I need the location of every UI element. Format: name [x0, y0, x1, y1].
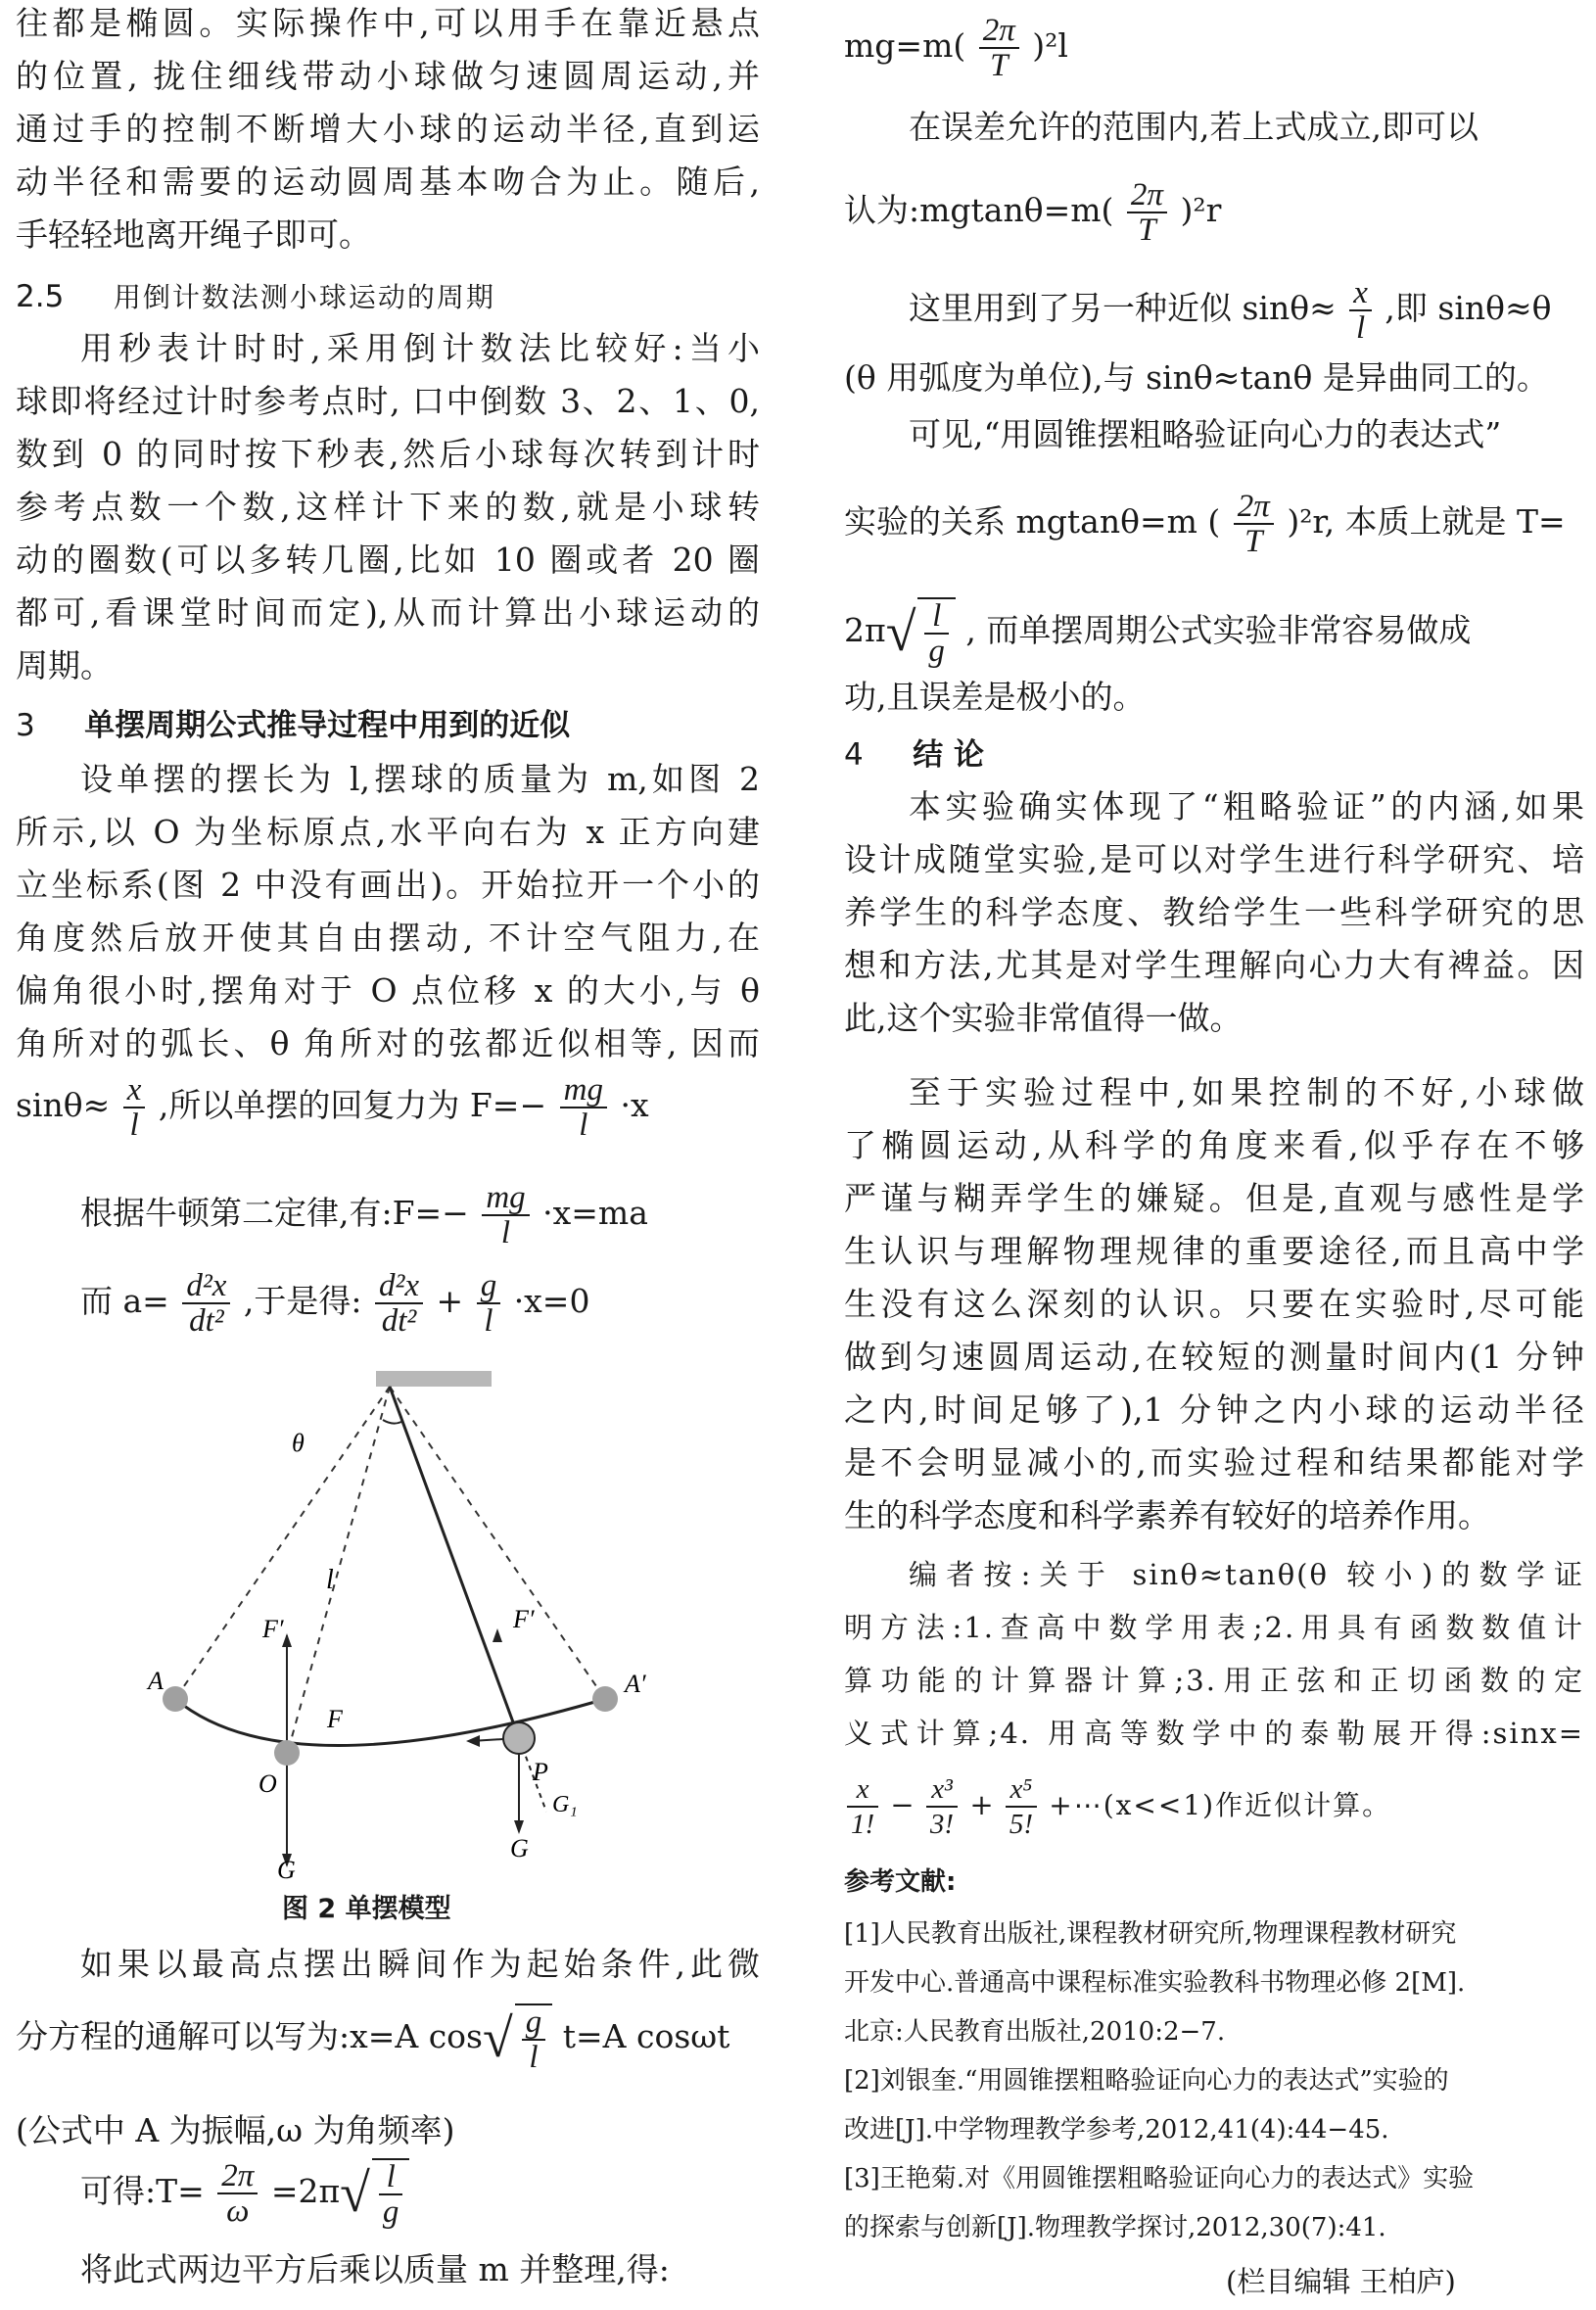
paragraph-line: 手轻轻地离开绳子即可。	[16, 215, 371, 254]
equation-mgtan: 认为:mgtanθ=m( $\frac{2\pi}{T}$ )²r	[844, 177, 1222, 248]
references-title: 参考文献:	[844, 1867, 957, 1897]
paragraph-line: 周期。	[16, 646, 113, 684]
paragraph-line: 之内,时间足够了),1 分钟之内小球的运动半径	[844, 1391, 1584, 1429]
fraction: $\frac{\text{d²x}}{\text{dt²}}$	[182, 1269, 230, 1338]
paragraph-line: 在误差允许的范围内,若上式成立,即可以	[909, 108, 1479, 146]
fraction: $\frac{2\pi}{T}$	[979, 14, 1019, 82]
editor-note-line: 义式计算;4. 用高等数学中的泰勒展开得:sinx=	[844, 1717, 1584, 1750]
reference-item: [3]王艳菊.对《用圆锥摆粗略验证向心力的表达式》实验	[844, 2164, 1475, 2193]
paragraph-line: 偏角很小时,摆角对于 O 点位移 x 的大小,与 θ	[16, 971, 760, 1010]
ball-position-o	[274, 1740, 300, 1766]
paragraph-line: 角度然后放开使其自由摆动, 不计空气阻力,在	[16, 919, 760, 957]
taylor-series: $\frac{x}{1!}$ − $\frac{\text{x³}}{3!}$ + $\frac{\text{x⁵}}{5!}$ +⋯(x<<1)作近似计算。	[844, 1772, 1391, 1841]
fraction: $\frac{l}{g}$	[924, 599, 949, 668]
dashed-string-right	[390, 1387, 605, 1699]
fraction: $\frac{g}{l}$	[477, 1269, 501, 1338]
sqrt-icon: √	[885, 602, 916, 663]
paragraph-line: 此,这个实验非常值得一做。	[844, 999, 1243, 1037]
paragraph-line: 做到匀速圆周运动,在较短的测量时间内(1 分钟	[844, 1338, 1584, 1376]
label-g-right: G	[510, 1834, 529, 1862]
fraction: $\frac{mg}{l}$	[482, 1181, 529, 1249]
section-heading-3	[16, 705, 570, 745]
equation-relation: 实验的关系 mgtanθ=m ( $\frac{2\pi}{T}$ )²r, 本质上就是 T=	[844, 489, 1566, 559]
reference-item: 开发中心.普通高中课程标准实验教科书物理必修 2[M].	[844, 1968, 1466, 1998]
ball-position-a-prime	[592, 1686, 618, 1712]
section-title: 用倒计数法测小球运动的周期	[113, 281, 495, 313]
label-a: A	[148, 1667, 164, 1695]
equation-pendulum-period: 2π√ $\frac{l}{g}$ , 而单摆周期公式实验非常容易做成	[844, 598, 1472, 669]
label-f: F	[327, 1705, 343, 1733]
paragraph-line: 动的圈数(可以多转几圈,比如 10 圈或者 20 圈	[16, 541, 760, 579]
reference-item: 改进[J].中学物理教学参考,2012,41(4):44−45.	[844, 2115, 1389, 2145]
pendulum-diagram	[148, 1361, 691, 1884]
fraction: $\frac{mg}{l}$	[560, 1073, 607, 1142]
equation-period: 可得:T= $\frac{2\pi}{\omega}$ =2π√ $\frac{l}{g}$	[80, 2158, 409, 2229]
editor-note-line: 明方法:1.查高中数学用表;2.用具有函数数值计	[844, 1611, 1584, 1644]
ball-position-a	[163, 1686, 188, 1712]
paragraph-line: 生没有这么深刻的认识。只要在实验时,尽可能	[844, 1285, 1584, 1323]
equation-restoring-force: sinθ≈ $\frac{x}{l}$ ,所以单摆的回复力为 F=− $\frac{mg}{l}$ ·x	[16, 1072, 649, 1143]
editor-note-line: 算功能的计算器计算;3.用正弦和正切函数的定	[844, 1664, 1584, 1697]
paragraph-line: 球即将经过计时参考点时, 口中倒数 3、2、1、0,	[16, 382, 760, 420]
paragraph-line: 动半径和需要的运动圆周基本吻合为止。随后,	[16, 163, 760, 201]
paragraph-line: 本实验确实体现了“粗略验证”的内涵,如果	[909, 787, 1584, 825]
reference-item: 北京:人民教育出版社,2010:2−7.	[844, 2017, 1226, 2047]
paragraph-line: (公式中 A 为振幅,ω 为角频率)	[16, 2111, 455, 2149]
paragraph-line: 如果以最高点摆出瞬间作为起始条件,此微	[80, 1945, 760, 1983]
paragraph-line: 往都是椭圆。实际操作中,可以用手在靠近悬点	[16, 4, 760, 42]
fraction: $\frac{x}{1!}$	[847, 1772, 878, 1841]
arrow-tension-icon	[493, 1628, 502, 1642]
arrow-gravity-icon	[514, 1820, 524, 1834]
editor-note-line: 编者按:关于 sinθ≈tanθ(θ 较小)的数学证	[909, 1558, 1584, 1591]
ceiling-support	[376, 1371, 492, 1387]
paragraph-line: 将此式两边平方后乘以质量 m 并整理,得:	[80, 2250, 670, 2288]
reference-item: 的探索与创新[J].物理教学探讨,2012,30(7):41.	[844, 2213, 1386, 2242]
angle-arc	[383, 1420, 401, 1424]
reference-item: [2]刘银奎.“用圆锥摆粗略验证向心力的表达式”实验的	[844, 2066, 1449, 2096]
section-number: 2.5	[16, 279, 65, 314]
paragraph-line: 参考点数一个数,这样计下来的数,就是小球转	[16, 488, 760, 526]
fraction: $\frac{2\pi}{\omega}$	[217, 2159, 258, 2228]
label-length: l	[326, 1565, 334, 1595]
reference-item: [1]人民教育出版社,课程教材研究所,物理课程教材研究	[844, 1919, 1457, 1949]
swing-arc	[175, 1699, 605, 1746]
paragraph-line: 角所对的弧长、θ 角所对的弦都近似相等, 因而	[16, 1024, 760, 1062]
paragraph-line: 立坐标系(图 2 中没有画出)。开始拉开一个小的	[16, 866, 760, 904]
pendulum-ball	[503, 1722, 535, 1754]
paragraph-line: (θ 用弧度为单位),与 sinθ≈tanθ 是异曲同工的。	[844, 358, 1549, 397]
paragraph-line: 想和方法,尤其是对学生理解向心力大有裨益。因	[844, 946, 1584, 984]
section-number: 3	[16, 708, 35, 743]
paragraph-line: 生的科学态度和科学素养有较好的培养作用。	[844, 1496, 1490, 1534]
paragraph-line: 至于实验过程中,如果控制的不好,小球做	[909, 1073, 1584, 1111]
paragraph-line: 功,且误差是极小的。	[844, 678, 1146, 716]
equation-differential: 而 a= $\frac{\text{d²x}}{\text{dt²}}$ ,于是得: $\frac{\text{d²x}}{\text{dt²}}$ + $\frac{g}{l}$ ·x=0	[80, 1268, 590, 1339]
label-p: P	[533, 1758, 548, 1786]
section-heading-4	[844, 734, 984, 775]
fraction: $\frac{\text{x³}}{3!}$	[926, 1772, 958, 1841]
pendulum-string	[390, 1387, 519, 1738]
paragraph-line: 通过手的控制不断增大小球的运动半径,直到运	[16, 110, 760, 148]
fraction: $\frac{g}{l}$	[522, 2005, 546, 2074]
label-theta: θ	[292, 1429, 305, 1457]
figure-caption: 图 2 单摆模型	[282, 1894, 451, 1924]
paragraph-line: 是不会明显减小的,而实验过程和结果都能对学	[844, 1443, 1584, 1482]
paragraph-line: 设计成随堂实验,是可以对学生进行科学研究、培	[844, 840, 1584, 878]
section-title: 结 论	[913, 737, 985, 773]
sqrt-icon: √	[483, 2008, 513, 2069]
section-heading-2-5	[16, 276, 495, 317]
equation-mg: mg=m( $\frac{2\pi}{T}$ )²l	[844, 13, 1068, 83]
fraction: $\frac{2\pi}{T}$	[1127, 178, 1167, 247]
paragraph-line: 严谨与糊弄学生的嫌疑。但是,直观与感性是学	[844, 1179, 1584, 1217]
column-editor: (栏目编辑 王柏庐)	[1226, 2265, 1456, 2298]
label-a-prime: A′	[625, 1670, 646, 1698]
equation-general-solution: 分方程的通解可以写为:x=A cos√ $\frac{g}{l}$ t=A cosωt	[16, 2004, 730, 2075]
label-o: O	[258, 1769, 277, 1798]
dashed-string-left	[175, 1387, 390, 1699]
label-g1: G₁	[552, 1792, 578, 1817]
sqrt-icon: √	[340, 2163, 370, 2224]
paragraph-line: 用秒表计时时,采用倒计数法比较好:当小	[80, 329, 760, 367]
fraction: $\frac{l}{g}$	[379, 2160, 403, 2229]
label-f-prime-right: F′	[513, 1605, 535, 1633]
paragraph-line: 可见,“用圆锥摆粗略验证向心力的表达式”	[909, 415, 1502, 453]
paragraph-line: 生认识与理解物理规律的重要途径,而且高中学	[844, 1232, 1584, 1270]
section-number: 4	[844, 737, 864, 773]
fraction: $\frac{2\pi}{T}$	[1234, 490, 1274, 558]
label-f-prime-left: F′	[262, 1615, 284, 1643]
paragraph-line: 养学生的科学态度、教给学生一些科学研究的思	[844, 893, 1584, 931]
section-title: 单摆周期公式推导过程中用到的近似	[84, 708, 571, 743]
equation-newton: 根据牛顿第二定律,有:F=− $\frac{mg}{l}$ ·x=ma	[80, 1180, 648, 1250]
fraction: $\frac{\text{d²x}}{\text{dt²}}$	[375, 1269, 423, 1338]
fraction: $\frac{\text{x⁵}}{5!}$	[1006, 1772, 1037, 1841]
label-g-left: G	[277, 1856, 296, 1884]
paragraph-line: 都可,看课堂时间而定),从而计算出小球运动的	[16, 593, 760, 632]
paragraph-line: 所示,以 O 为坐标原点,水平向右为 x 正方向建	[16, 813, 760, 851]
paragraph-line: 了椭圆运动,从科学的角度来看,似乎存在不够	[844, 1126, 1584, 1164]
paragraph-line: 数到 0 的同时按下秒表,然后小球每次转到计时	[16, 435, 760, 473]
fraction: $\frac{x}{l}$	[1349, 276, 1372, 345]
fraction: $\frac{x}{l}$	[123, 1073, 146, 1142]
arrow-restoring-icon	[466, 1735, 480, 1747]
equation-sin-approx: 这里用到了另一种近似 sinθ≈ $\frac{x}{l}$ ,即 sinθ≈θ	[909, 275, 1552, 346]
paragraph-line: 的位置, 拢住细线带动小球做匀速圆周运动,并	[16, 57, 760, 95]
paragraph-line: 设单摆的摆长为 l,摆球的质量为 m,如图 2	[80, 760, 760, 798]
